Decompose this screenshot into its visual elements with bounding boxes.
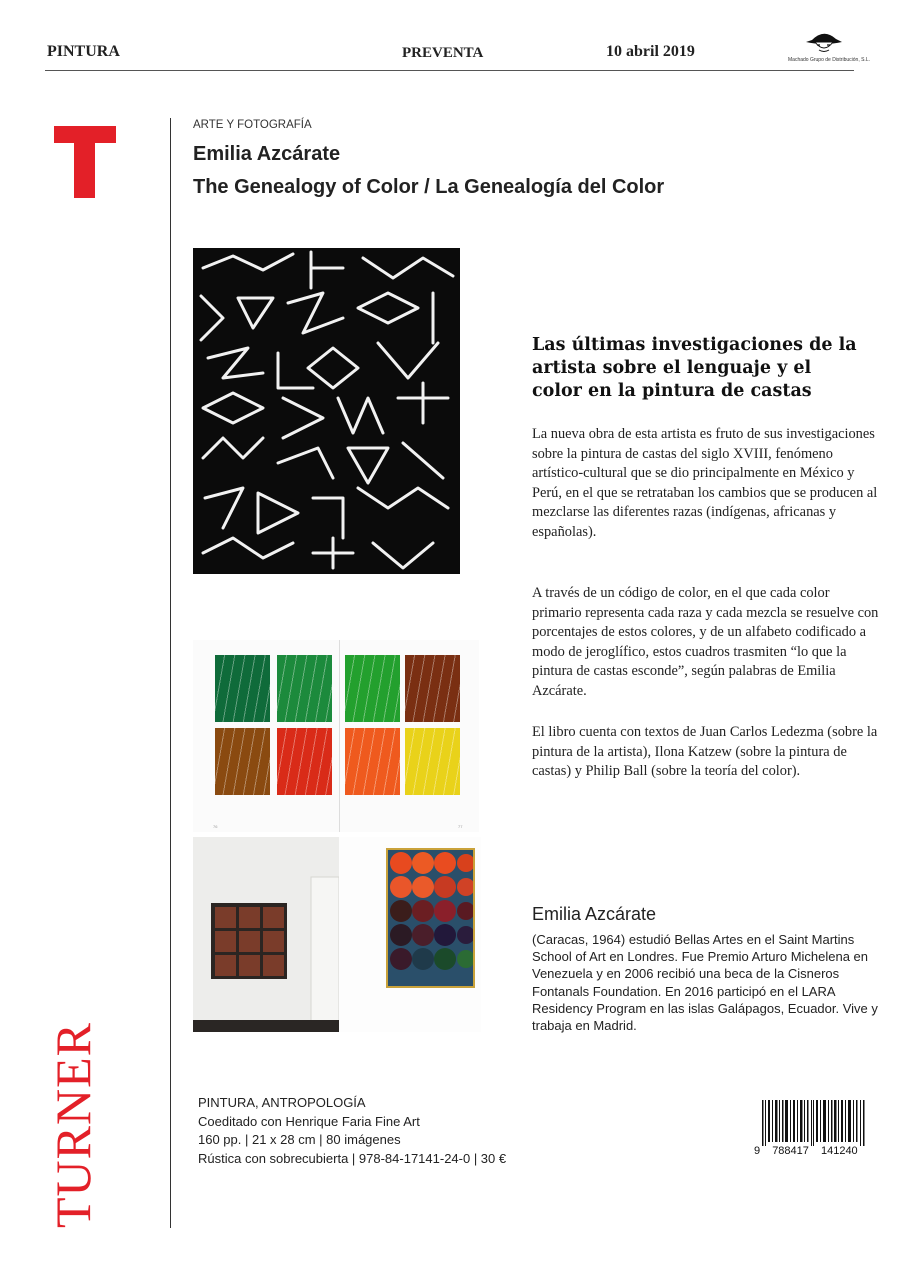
barcode-digit-prefix: 9 — [754, 1145, 761, 1157]
bio-author-name: Emilia Azcárate — [532, 904, 657, 924]
spread-page-number-left: 76 — [213, 824, 218, 829]
book-spread-image — [193, 640, 479, 832]
coedition: Coeditado con Henrique Faria Fine Art — [198, 1113, 420, 1129]
gallery-room-photo — [193, 837, 339, 1032]
specs: 160 pp. | 21 x 28 cm | 80 imágenes — [198, 1132, 401, 1147]
barcode-icon — [760, 1100, 866, 1146]
swatch-brown — [405, 655, 460, 722]
bio-text: (Caracas, 1964) estudió Bellas Artes en el Saint Martins School of Art en Londres. Fue Premio Arturo Michelena en Venezuela y en 2006 recibió una beca de la Cisneros Fontanals Foundation. En 2016 participó en el LARA Residency Program en las islas Galápagos, Ecuador. Vive y trabaja en Madrid. — [532, 932, 878, 1034]
turner-wordmark: TURNER — [45, 1022, 101, 1228]
body-paragraph-1: La nueva obra de esta artista es fruto de sus investigaciones sobre la pintura de castas del siglo XVIII, fenómeno artístico-cultural que se dio principalmente en México y Perú, en el que se retrataban los cambios que se producen al mezclarse las diferentes razas (indígenas, africanas y españolas). — [532, 426, 878, 540]
category-label: ARTE Y FOTOGRAFÍA — [193, 119, 312, 131]
author-name: Emilia Azcárate — [193, 143, 341, 165]
spread-gutter — [339, 640, 340, 832]
swatch-orange — [345, 728, 400, 795]
body-paragraph-2: A través de un código de color, en el que cada color primario representa cada raza y cada mezcla se resuelve con porcentajes de estos colores, y de un alfabeto codificado a modo de jeroglífico, estos cuadros trasmiten “lo que la pintura de castas esconde”, según palabras de Emilia Azcárate. — [532, 585, 879, 699]
subjects: PINTURA, ANTROPOLOGÍA — [198, 1095, 366, 1110]
distributor-name: Machado Grupo de Distribución, S.L. — [788, 57, 870, 63]
spread-page-number-right: 77 — [458, 824, 463, 829]
artwork-black-glyphs — [193, 248, 460, 574]
body-paragraph-3: El libro cuenta con textos de Juan Carlos Ledezma (sobre la pintura de la artista), Ilona Katzew (sobre la pintura de castas) y Philip Ball (sobre la teoría del color). — [532, 724, 878, 780]
swatch-ochre — [215, 728, 270, 795]
dots-painting-page — [339, 837, 481, 1032]
barcode-digits — [754, 1145, 867, 1157]
binding-isbn-price: Rústica con sobrecubierta | 978-84-17141-24-0 | 30 € — [198, 1150, 507, 1166]
swatch-yellow — [405, 728, 460, 795]
swatch-dark-green — [215, 655, 270, 722]
barcode-digit-group-1: 788417 — [772, 1145, 809, 1157]
turner-t-logo-icon — [54, 126, 116, 198]
headline: Las últimas investigaciones de la artista sobre el lenguaje y el color en la pintura de castas — [532, 335, 857, 401]
swatch-green — [277, 655, 332, 722]
section-label: PINTURA — [47, 43, 120, 60]
vertical-divider — [170, 118, 171, 1228]
book-title: The Genealogy of Color / La Genealogía del Color — [193, 176, 665, 198]
swatch-red — [277, 728, 332, 795]
swatch-light-green — [345, 655, 400, 722]
barcode-digit-group-2: 141240 — [820, 1145, 858, 1157]
book-specs — [198, 1094, 506, 1168]
header-rule — [45, 70, 854, 71]
status-label: PREVENTA — [402, 45, 484, 61]
release-date: 10 abril 2019 — [606, 43, 695, 60]
